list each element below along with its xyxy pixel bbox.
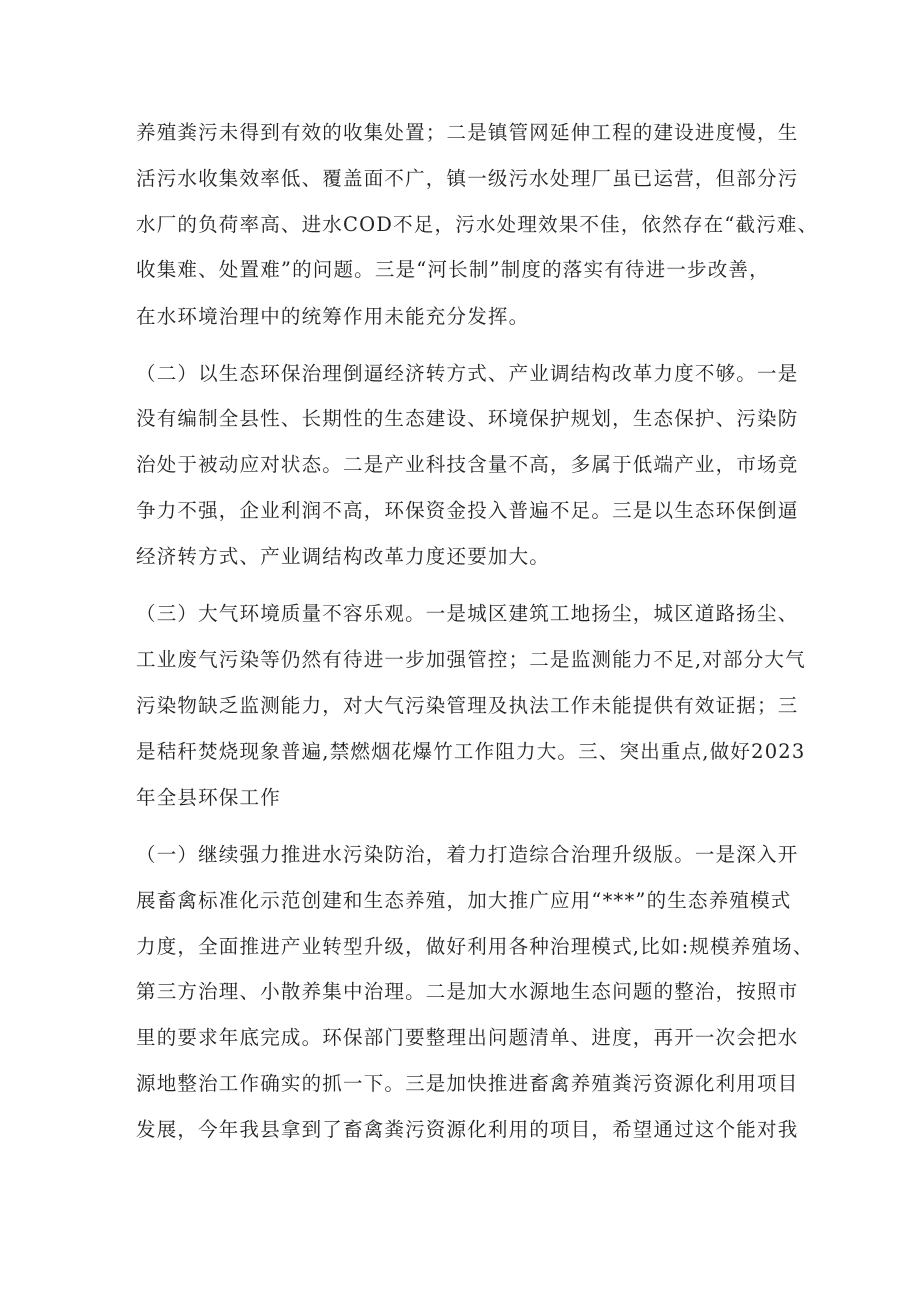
text-line: （二）以生态环保治理倒逼经济转方式、产业调结构改革力度不够。一是 [136,362,799,385]
text-line: 工业废气污染等仍然有待进一步加强管控；二是监测能力不足,对部分大气 [136,648,806,671]
text-line: 治处于被动应对状态。二是产业科技含量不高，多属于低端产业，市场竞 [136,453,799,476]
text-line: 争力不强，企业利润不高，环保资金投入普遍不足。三是以生态环保倒逼 [136,499,799,522]
text-line: （三）大气环境质量不容乐观。一是城区建筑工地扬尘，城区道路扬尘、 [136,602,799,625]
text-line: 养殖粪污未得到有效的收集处置；二是镇管网延伸工程的建设进度慢，生 [136,121,799,144]
text-line: 年全县环保工作 [136,786,281,809]
text-line: 污染物缺乏监测能力，对大气污染管理及执法工作未能提供有效证据；三 [136,694,799,717]
text-line: 展畜禽标准化示范创建和生态养殖，加大推广应用“***”的生态养殖模式 [136,889,792,912]
text-line: 发展，今年我县拿到了畜禽粪污资源化利用的项目，希望通过这个能对我 [136,1118,799,1141]
text-line: 活污水收集效率低、覆盖面不广，镇一级污水处理厂虽已运营，但部分污 [136,167,799,190]
text-line: 力度，全面推进产业转型升级，做好利用各种治理模式,比如:规模养殖场、 [136,935,814,958]
text-line: 收集难、处置难”的问题。三是“河长制”制度的落实有待进一步改善， [136,258,770,281]
text-line: 经济转方式、产业调结构改革力度还要加大。 [136,545,551,568]
text-line: 里的要求年底完成。环保部门要整理出问题清单、进度，再开一次会把水 [136,1026,799,1049]
text-line: 没有编制全县性、长期性的生态建设、环境保护规划，生态保护、污染防 [136,407,799,430]
text-line: 源地整治工作确实的抓一下。三是加快推进畜禽养殖粪污资源化利用项目 [136,1072,799,1095]
text-line: （一）继续强力推进水污染防治，着力打造综合治理升级版。一是深入开 [136,843,799,866]
text-line: 是秸秆焚烧现象普遍,禁燃烟花爆竹工作阻力大。三、突出重点,做好2023 [136,740,806,763]
text-line: 在水环境治理中的统筹作用未能充分发挥。 [136,305,530,328]
text-line: 水厂的负荷率高、进水COD不足，污水处理效果不佳，依然存在“截污难、 [136,213,819,236]
text-line: 第三方治理、小散养集中治理。二是加大水源地生态问题的整治，按照市 [136,980,799,1003]
